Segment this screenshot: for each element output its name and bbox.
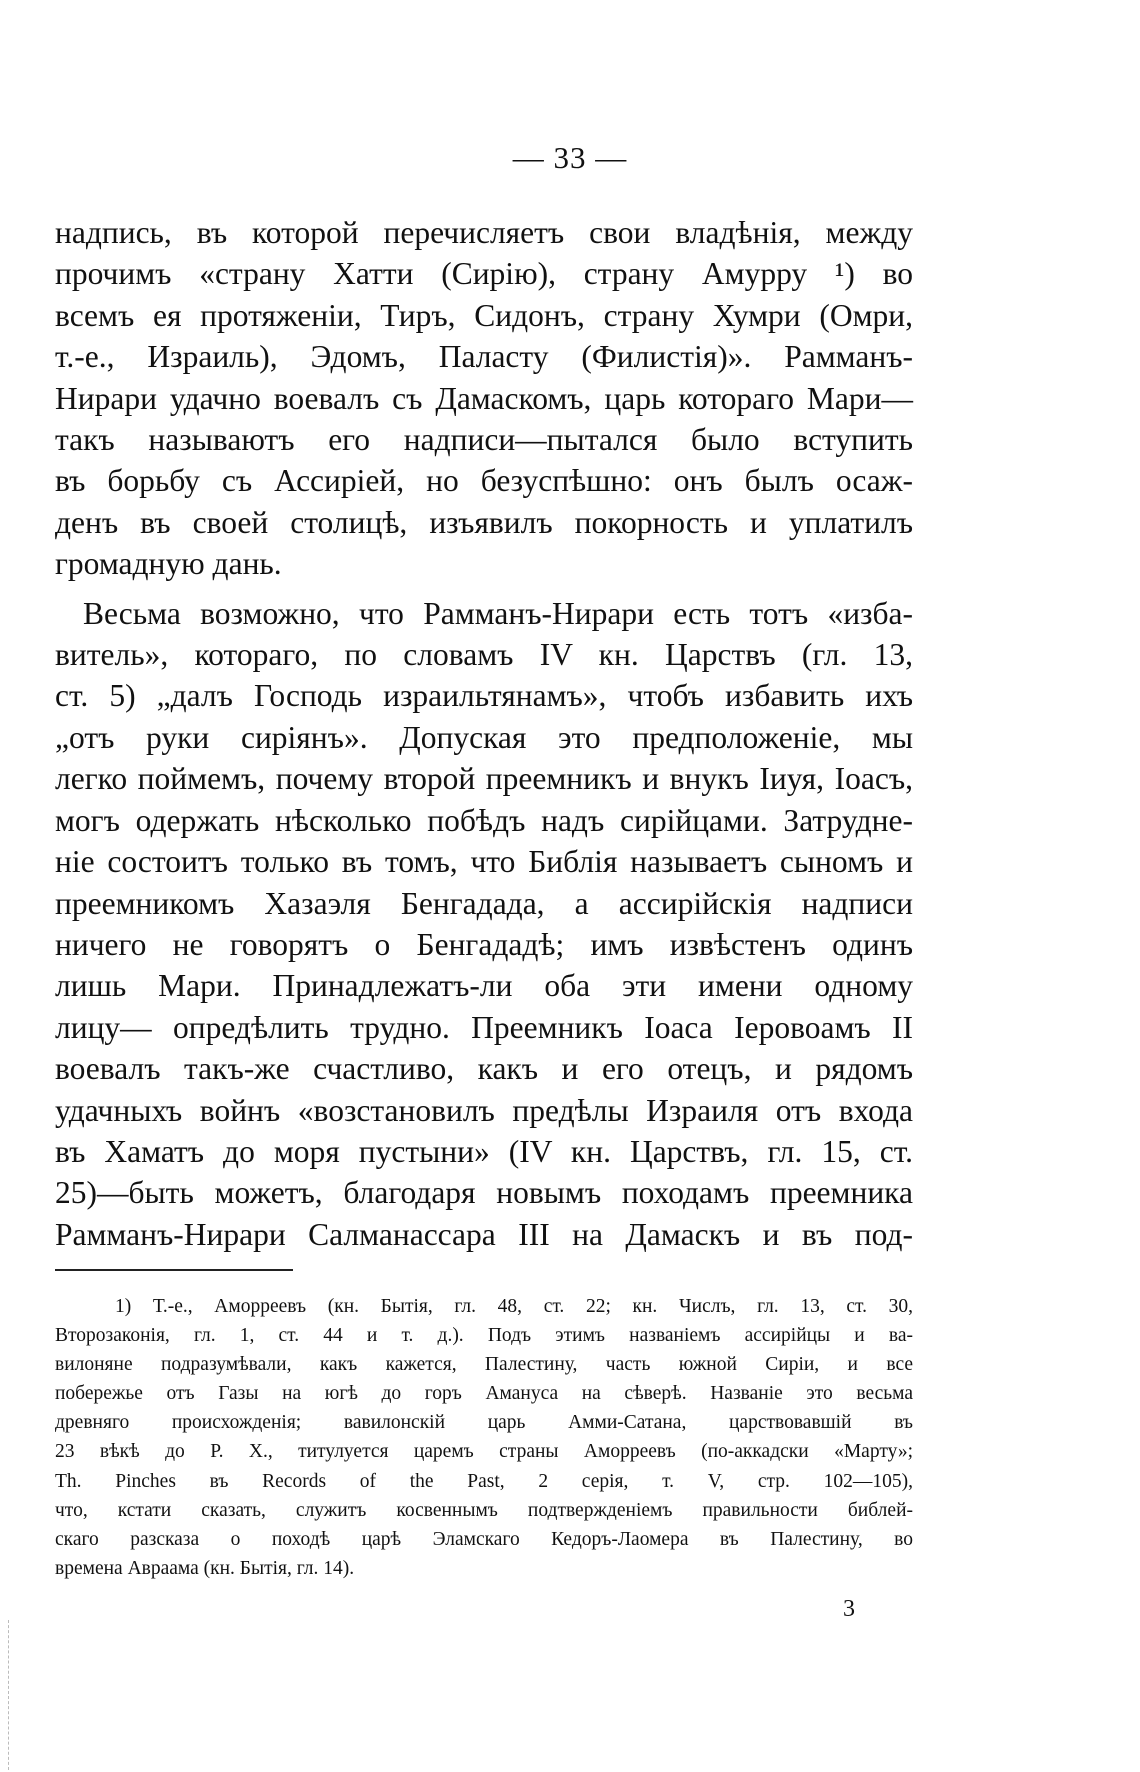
text-line: денъ въ своей столицѣ, изъявилъ покорность и уплатилъ [55,504,913,540]
text-line: ничего не говорятъ о Бенгададѣ; имъ извѣстенъ одинъ [55,926,913,962]
text-line: надпись, въ которой перечисляетъ свои владѣнія, между [55,215,913,250]
text-line: могъ одержать нѣсколько побѣдъ надъ сирійцами. Затрудне- [55,802,913,838]
footnote-line: скаго разсказа о походѣ царѣ Эламскаго Кедоръ-Лаомера въ Палестину, во [55,1528,913,1550]
text-line: лицу— опредѣлить трудно. Преемникъ Іоаса Іеровоамъ II [55,1009,913,1045]
text-line: въ Хаматъ до моря пустыни» (IV кн. Царствъ, гл. 15, ст. [55,1133,913,1169]
footnote-line: побережье отъ Газы на югѣ до горъ Амануса на сѣверѣ. Названіе это весьма [55,1383,913,1405]
text-line: удачныхъ войнъ «возстановилъ предѣлы Израиля отъ входа [55,1092,913,1128]
footnote-line: Второзаконія, гл. 1, ст. 44 и т. д.). Подъ этимъ названіемъ ассирійцы и ва- [55,1325,913,1347]
footnote-line: времена Авраама (кн. Бытія, гл. 14). [55,1557,355,1579]
footnote-line: вилоняне подразумѣвали, какъ кажется, Палестину, часть южной Сиріи, и все [55,1354,913,1376]
paragraph-2 [55,593,913,1256]
footnote-divider [55,1269,293,1271]
footnote-line: древняго происхожденія; вавилонскій царь Амми-Сатана, царствовавшій въ [55,1412,913,1434]
text-line: Весьма возможно, что Рамманъ-Нирари есть тотъ «изба- [83,595,913,631]
paragraph-1 [55,212,913,585]
text-line: преемникомъ Хазаэля Бенгадада, а ассирійскія надписи [55,885,913,921]
main-text [55,212,913,1255]
signature-mark: 3 [843,1596,855,1622]
text-line: всемъ ея протяженіи, Тиръ, Сидонъ, страну Хумри (Омри, [55,297,913,333]
text-line: Рамманъ-Нирари Салманассара III на Дамаскъ и въ под- [55,1216,913,1252]
text-line: такъ называютъ его надписи—пытался было вступить [55,422,913,458]
text-line: Нирари удачно воевалъ съ Дамаскомъ, царь котораго Мари— [55,380,913,416]
scan-edge-mark [8,1620,9,1770]
text-line: т.-е., Израиль), Эдомъ, Паласту (Филистія)». Рамманъ- [55,339,913,375]
text-line: лишь Мари. Принадлежатъ-ли оба эти имени одному [55,968,913,1004]
text-line: громадную дань. [55,546,282,582]
footnote-line: Th. Pinches въ Records of the Past, 2 серія, т. V, стр. 102—105), [55,1470,913,1492]
text-line: легко поймемъ, почему второй преемникъ и внукъ Іиуя, Іоасъ, [55,761,913,797]
footnote-block [55,1292,913,1583]
text-line: витель», котораго, по словамъ IV кн. Царствъ (гл. 13, [55,637,913,673]
footnote-line: 1) Т.-е., Аморреевъ (кн. Бытія, гл. 48, ст. 22; кн. Числъ, гл. 13, ст. 30, [115,1296,913,1317]
footnote-line: 23 вѣкѣ до Р. Х., титулуется царемъ страны Аморреевъ (по-аккадски «Марту»; [55,1441,913,1463]
text-line: ніе состоитъ только въ томъ, что Библія называетъ сыномъ и [55,844,913,880]
footnote-line: что, кстати сказать, служитъ косвеннымъ подтвержденіемъ правильности библей- [55,1499,913,1521]
text-line: ст. 5) „далъ Господь израильтянамъ», чтобъ избавить ихъ [55,678,913,714]
text-line: воевалъ такъ-же счастливо, какъ и его отецъ, и рядомъ [55,1051,913,1087]
text-line: въ борьбу съ Ассиріей, но безуспѣшно: онъ былъ осаж- [55,463,913,499]
text-line: прочимъ «страну Хатти (Сирію), страну Амурру ¹) во [55,256,913,292]
paragraph-gap [55,585,913,593]
text-line: „отъ руки сиріянъ». Допуская это предположеніе, мы [55,719,913,755]
page-number-header: — 33 — [512,140,628,175]
text-line: 25)—быть можетъ, благодаря новымъ походамъ преемника [55,1175,913,1211]
